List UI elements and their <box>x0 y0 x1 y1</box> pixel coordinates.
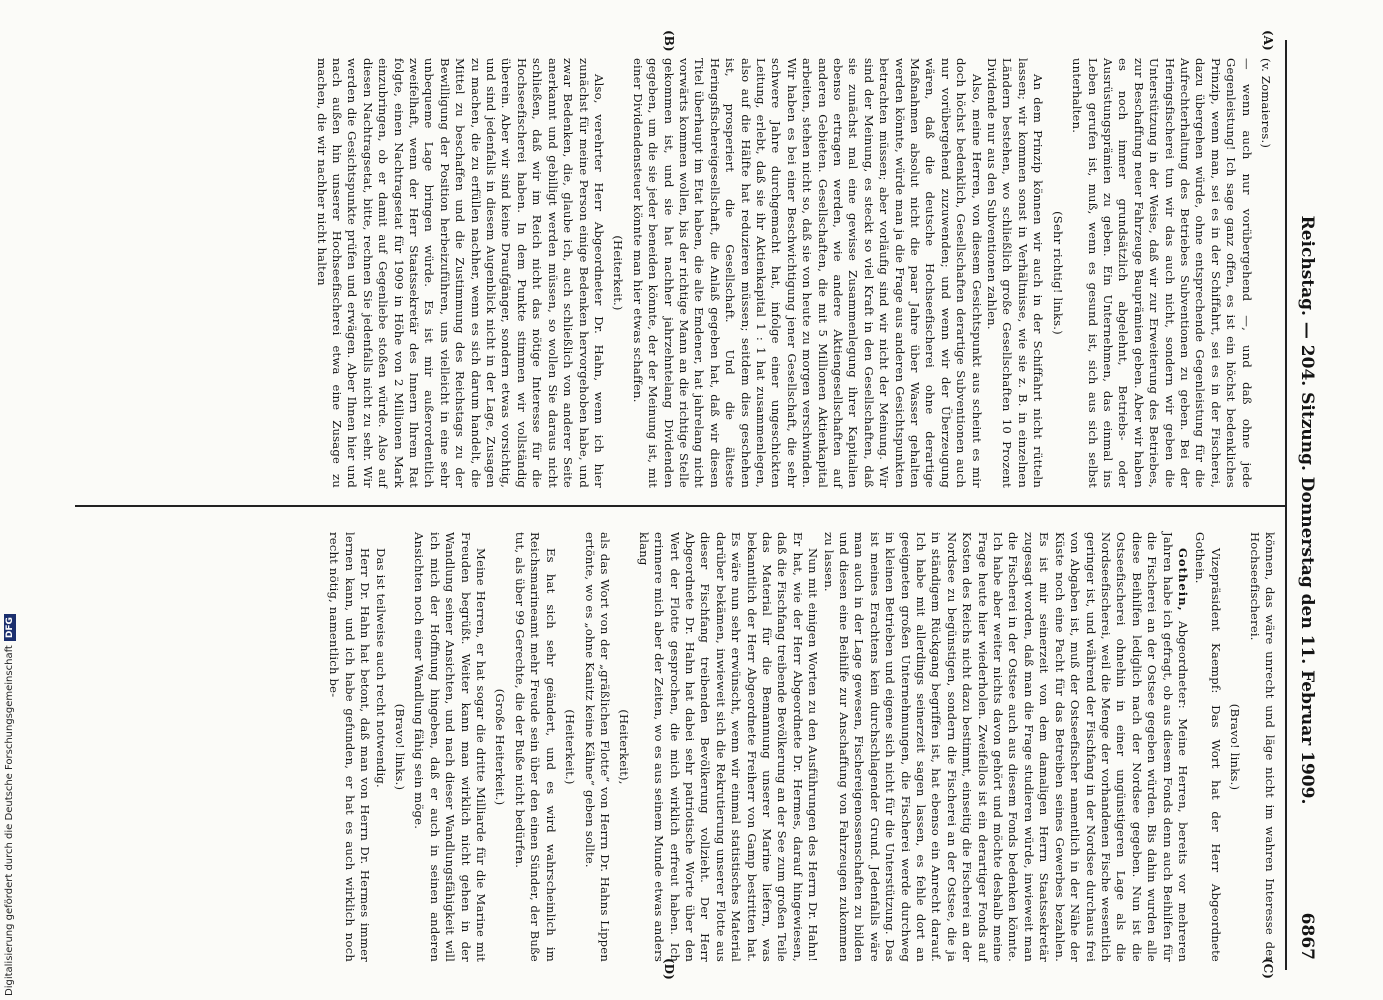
paragraph: Meine Herren, er hat sogar die dritte Milliarde für die Marine mit Freuden begrüßt. Weiter kann man wirklich nicht gehen in der Wandlung seiner Ansichten, und nach dieser Wandlungsfähigkeit will ich mich der Hoffnung hingeben, daß er auch in seinen anderen Ansichten noch einer Wandlung fähig sein möge. <box>412 532 489 962</box>
reaction: (Bravo! links.) <box>1228 703 1243 791</box>
paragraph: Das ist teilweise auch recht notwendig. <box>373 548 388 788</box>
rotated-sheet <box>61 0 1331 1000</box>
header-rule <box>1285 40 1287 970</box>
paragraph: — wenn auch nur vorübergehend —, und daß ohne jede Gegenleistung! Ich sage ganz offen, es ist ein höchst bedenkliches Prinzip, wenn man, sei es in der Schiffahrt, sei es in der Fischerei, dazu übergehen würde, ohne entsprechende Gegenleistung für die Aufrechterhaltung des Betriebes Subventionen zu geben. Bei der Heringsfischerei tun wir das auch nicht, sondern wir geben die Unterstützung in der Weise, daß wir zur Erweiterung des Betriebes, zur Beschaffung neuer Fahrzeuge Bauprämien geben. Aber wir haben es noch immer grundsätzlich abgelehnt, Betriebs- oder Ausrüstungsprämien zu geben. Ein Unternehmen, das einmal ins Leben gerufen ist, muß, wenn es gesund ist, sich aus sich selbst unterhalten. <box>1070 58 1254 488</box>
paragraph-text: Abgeordneter: Meine Herren, bereits vor mehreren Jahren habe ich gefragt, ob aus diesem Fonds denn auch Beihilfen für die Fischerei an der Ostsee gegeben würden. Bis dahin wurden alle diese Beihilfen lediglich nach der Nordsee gegeben. Nun ist die Ostseefischerei ohnehin in einer ungünstigeren Lage als die Nordseefischerei, weil die Menge der vorhandenen Fische wesentlich geringer ist, und während der Fischfang in der Nordsee durchaus frei von Abgaben ist, muß der Ostseefischer namentlich in der Nähe der Küste noch eine Pacht für das Betreiben seines Gewerbes bezahlen. Es ist mir seinerzeit von dem damaligen Herrn Staatssekretär zugesagt worden, daß man die Frage studieren würde, inwieweit man die Fischerei in der Ostsee auch aus diesem Fonds bedenken könnte. Ich habe aber weiter nichts davon gehört und möchte deshalb meine Frage heute hier wiederholen. Zweifellos ist ein derartiger Fonds auf Kosten des Reichs nicht dazu bestimmt, einseitig die Fischerei an der Nordsee zu begünstigen, sondern die Fischerei an der Ostsee, die ja in ständigem Rückgang begriffen ist, hat ebenso ein Anrecht darauf. Ich habe mit allerdings seinerzeit sagen lassen, es fehle dort an geeigneten großen Unternehmungen, die Fischerei werde durchweg in kleinen Betrieben und eigene sich nicht für die Unterstützung. Das ist meines Erachtens kein durchschlagender Grund. Jedenfalls wäre man auch in der Lage gewesen, Fischereigenossenschaften zu bilden und diesen eine Beihilfe zur Anschaffung von Fahrzeugen zukommen zu lassen. <box>821 532 1190 962</box>
reaction: (Heiterkeit.) <box>611 235 626 311</box>
paragraph: Es hat sich sehr geändert, und es wird wahrscheinlich im Reichsmarineamt mehr Freude sein über den einen Sünder, der Buße tut, als über 99 Gerechte, die der Buße nicht bedürfen. <box>512 532 558 962</box>
reaction: (Bravo! links.) <box>393 703 408 791</box>
section-marker-a: (A) <box>1261 30 1275 51</box>
speaker-name: Gothein, <box>1175 548 1190 612</box>
reaction: (Große Heiterkeit.) <box>493 688 508 806</box>
speaker-continuation: (v. Zomaieres.) <box>1259 58 1273 149</box>
section-marker-d: (D) <box>662 958 676 980</box>
paragraph: Also, verehrter Herr Abgeordneter Dr. Hahn, wenn ich hier zunächst für meine Person einige Bedenken hervorgehoben habe, und zwar Bedenken, die, glaube ich, auch schließlich von anderer Seite anerkannt und gebilligt werden müssen, so wollen Sie daraus nicht schließen, daß wir im Reich nicht das nötige Interesse für die Hochseefischerei haben. In dem Punkte stimmen wir vollständig überein. Aber wir sind keine Draufgänger, sondern etwas vorsichtig, und sind jedenfalls in diesem Augenblick nicht in der Lage, Zusagen zu machen, die zu erfüllen nachher, wenn es sich darum handelt, die Mittel zu beschaffen und die Zustimmung des Reichstags zu der Bewilligung der Position herbeizuführen, uns vielleicht in eine sehr unbequeme Lage bringen würde. Es ist mir außerordentlich zweifelhaft, wenn der Herr Staatssekretär des Innern Ihrem Rat folgte, einen Nachtragsetat für 1909 in Höhe von 2 Millionen Mark einzubringen, ob er damit auf Gegenliebe stoßen würde. Also auf diesen Nachtragsetat, bitte, rechnen Sie jedenfalls nicht zu sehr. Wir werden die Gesichtspunkte prüfen und erwägen. Aber Ihnen hier und nach außen hin unserer Hochseefischerei etwa eine Zusage zu machen, die wir nachher nicht halten <box>314 58 606 488</box>
reaction: (Heiterkeit.) <box>563 709 578 785</box>
paragraph: können, das wäre unrecht und läge nicht im wahren Interesse der Hochseefischerei. <box>1247 532 1277 962</box>
header-title: Reichstag. — 204. Sitzung. Donnerstag den 11. Februar 1909. <box>1297 215 1317 805</box>
paragraph: Herr Dr. Hahn hat betont, daß man von Herrn Dr. Hermes immer lernen kann, und ich habe gefunden, er hat es auch wirklich noch recht nötig, namentlich be- <box>327 532 373 962</box>
credit-text: Digitalisierung gefördert durch die Deutsche Forschungsgemeinschaft <box>4 645 15 996</box>
paragraph: als das Wort von der „gräßlichen Flotte“ von Herrn Dr. Hahns Lippen ertönte, wo es „ohne Kanitz keine Kähne“ geben sollte. <box>582 532 612 962</box>
reaction: (Heiterkeit), <box>617 709 632 785</box>
paragraph: An dem Prinzip können wir auch in der Schiffahrt nicht rütteln lassen; wir kommen sonst in Verhältnisse, wie sie z. B. in einzelnen Ländern bestehen, wo schließlich große Gesellschaften 10 Prozent Dividende nur aus den Subventionen zahlen. <box>985 58 1046 488</box>
digitization-credit <box>4 614 16 996</box>
speech-paragraph <box>820 532 1190 962</box>
dfg-logo-icon: DFG <box>4 614 16 641</box>
left-column <box>313 58 1277 488</box>
column-divider <box>75 505 1285 507</box>
running-header <box>1289 60 1319 960</box>
page-number: 6867 <box>1297 912 1317 960</box>
reaction: (Sehr richtig! links.) <box>1050 211 1065 335</box>
paragraph: Also, meine Herren, von diesem Gesichtspunkt aus scheint es mir doch höchst bedenklich, Gesellschaften derartige Subventionen auch nur vorübergehend zuzuwenden; und wenn wir der Überzeugung wären, daß die deutsche Hochseefischerei ohne derartige Maßnahmen absolut nicht die paar Jahre über Wasser gehalten werden könnte, würde man ja die Frage aus anderen Gesichtspunkten betrachten müssen; aber vorläufig sind wir nicht der Meinung. Wir sind der Meinung, es steckt so viel Kraft in den Gesellschaften, daß sie zunächst mal eine gewisse Zusammenlegung ihrer Kapitalien ebenso ertragen werden, wie andere Aktiengesellschaften auf anderen Gebieten. Gesellschaften, die mit 5 Millionen Aktienkapital arbeiten, stehen nicht so, daß sie von heute zu morgen verschwinden. Wir haben es bei einer Beschwichtigung jener Gesellschaft, die sehr schwere Jahre durchgemacht hat, infolge einer ungeschickten Leitung, erlebt, daß sie ihr Aktienkapital 1 : 1 hat zusammenlegen, also auf die Hälfte hat reduzieren müssen; seitdem dies geschehen ist, prosperiert die Gesellschaft. Und die älteste Heringsfischereigesellschaft, die Anlaß gegeben hat, daß wir diesen Titel überhaupt im Etat haben, die alte Emdener, hat jahrelang nicht vorwärts kommen wollen, bis der richtige Mann an die richtige Stelle gekommen ist, und sie hat nachher jahrzehntelang Dividenden gegeben, um die sie jeder beneiden könnte, der der Meinung ist, mit einer Dividendensteuer könnte man hier etwas schaffen. <box>630 58 984 488</box>
paragraph: Nun mit einigen Worten zu den Ausführungen des Herrn Dr. Hahn! Er hat, wie der Herr Abgeordnete Dr. Hermes, darauf hingewiesen, daß die Fischfang treibende Bevölkerung an der See zum großen Teile das Material für die Bemannung unserer Marine liefern, was bekanntlich der Herr Abgeordnete Freiherr von Gamp bestritten hat. Es wäre nun sehr erwünscht, wenn wir einmal statistisches Material darüber bekämen, inwieweit sich die Rekrutierung unserer Flotte aus dieser Fischfang treibenden Bevölkerung vollzieht. Der Herr Abgeordnete Dr. Hahn hat dabei sehr patriotische Worte über den Wert der Flotte gesprochen, die mich wirklich erfreut haben. Ich erinnere mich aber der Zeiten, wo es aus seinem Munde etwas anders klang <box>636 532 821 962</box>
speaker-intro: Vizepräsident Kaempf: Das Wort hat der Herr Abgeordnete Gothein. <box>1193 532 1223 962</box>
section-marker-b: (B) <box>662 30 676 52</box>
right-column <box>326 532 1277 962</box>
section-marker-c: (C) <box>1261 958 1275 979</box>
